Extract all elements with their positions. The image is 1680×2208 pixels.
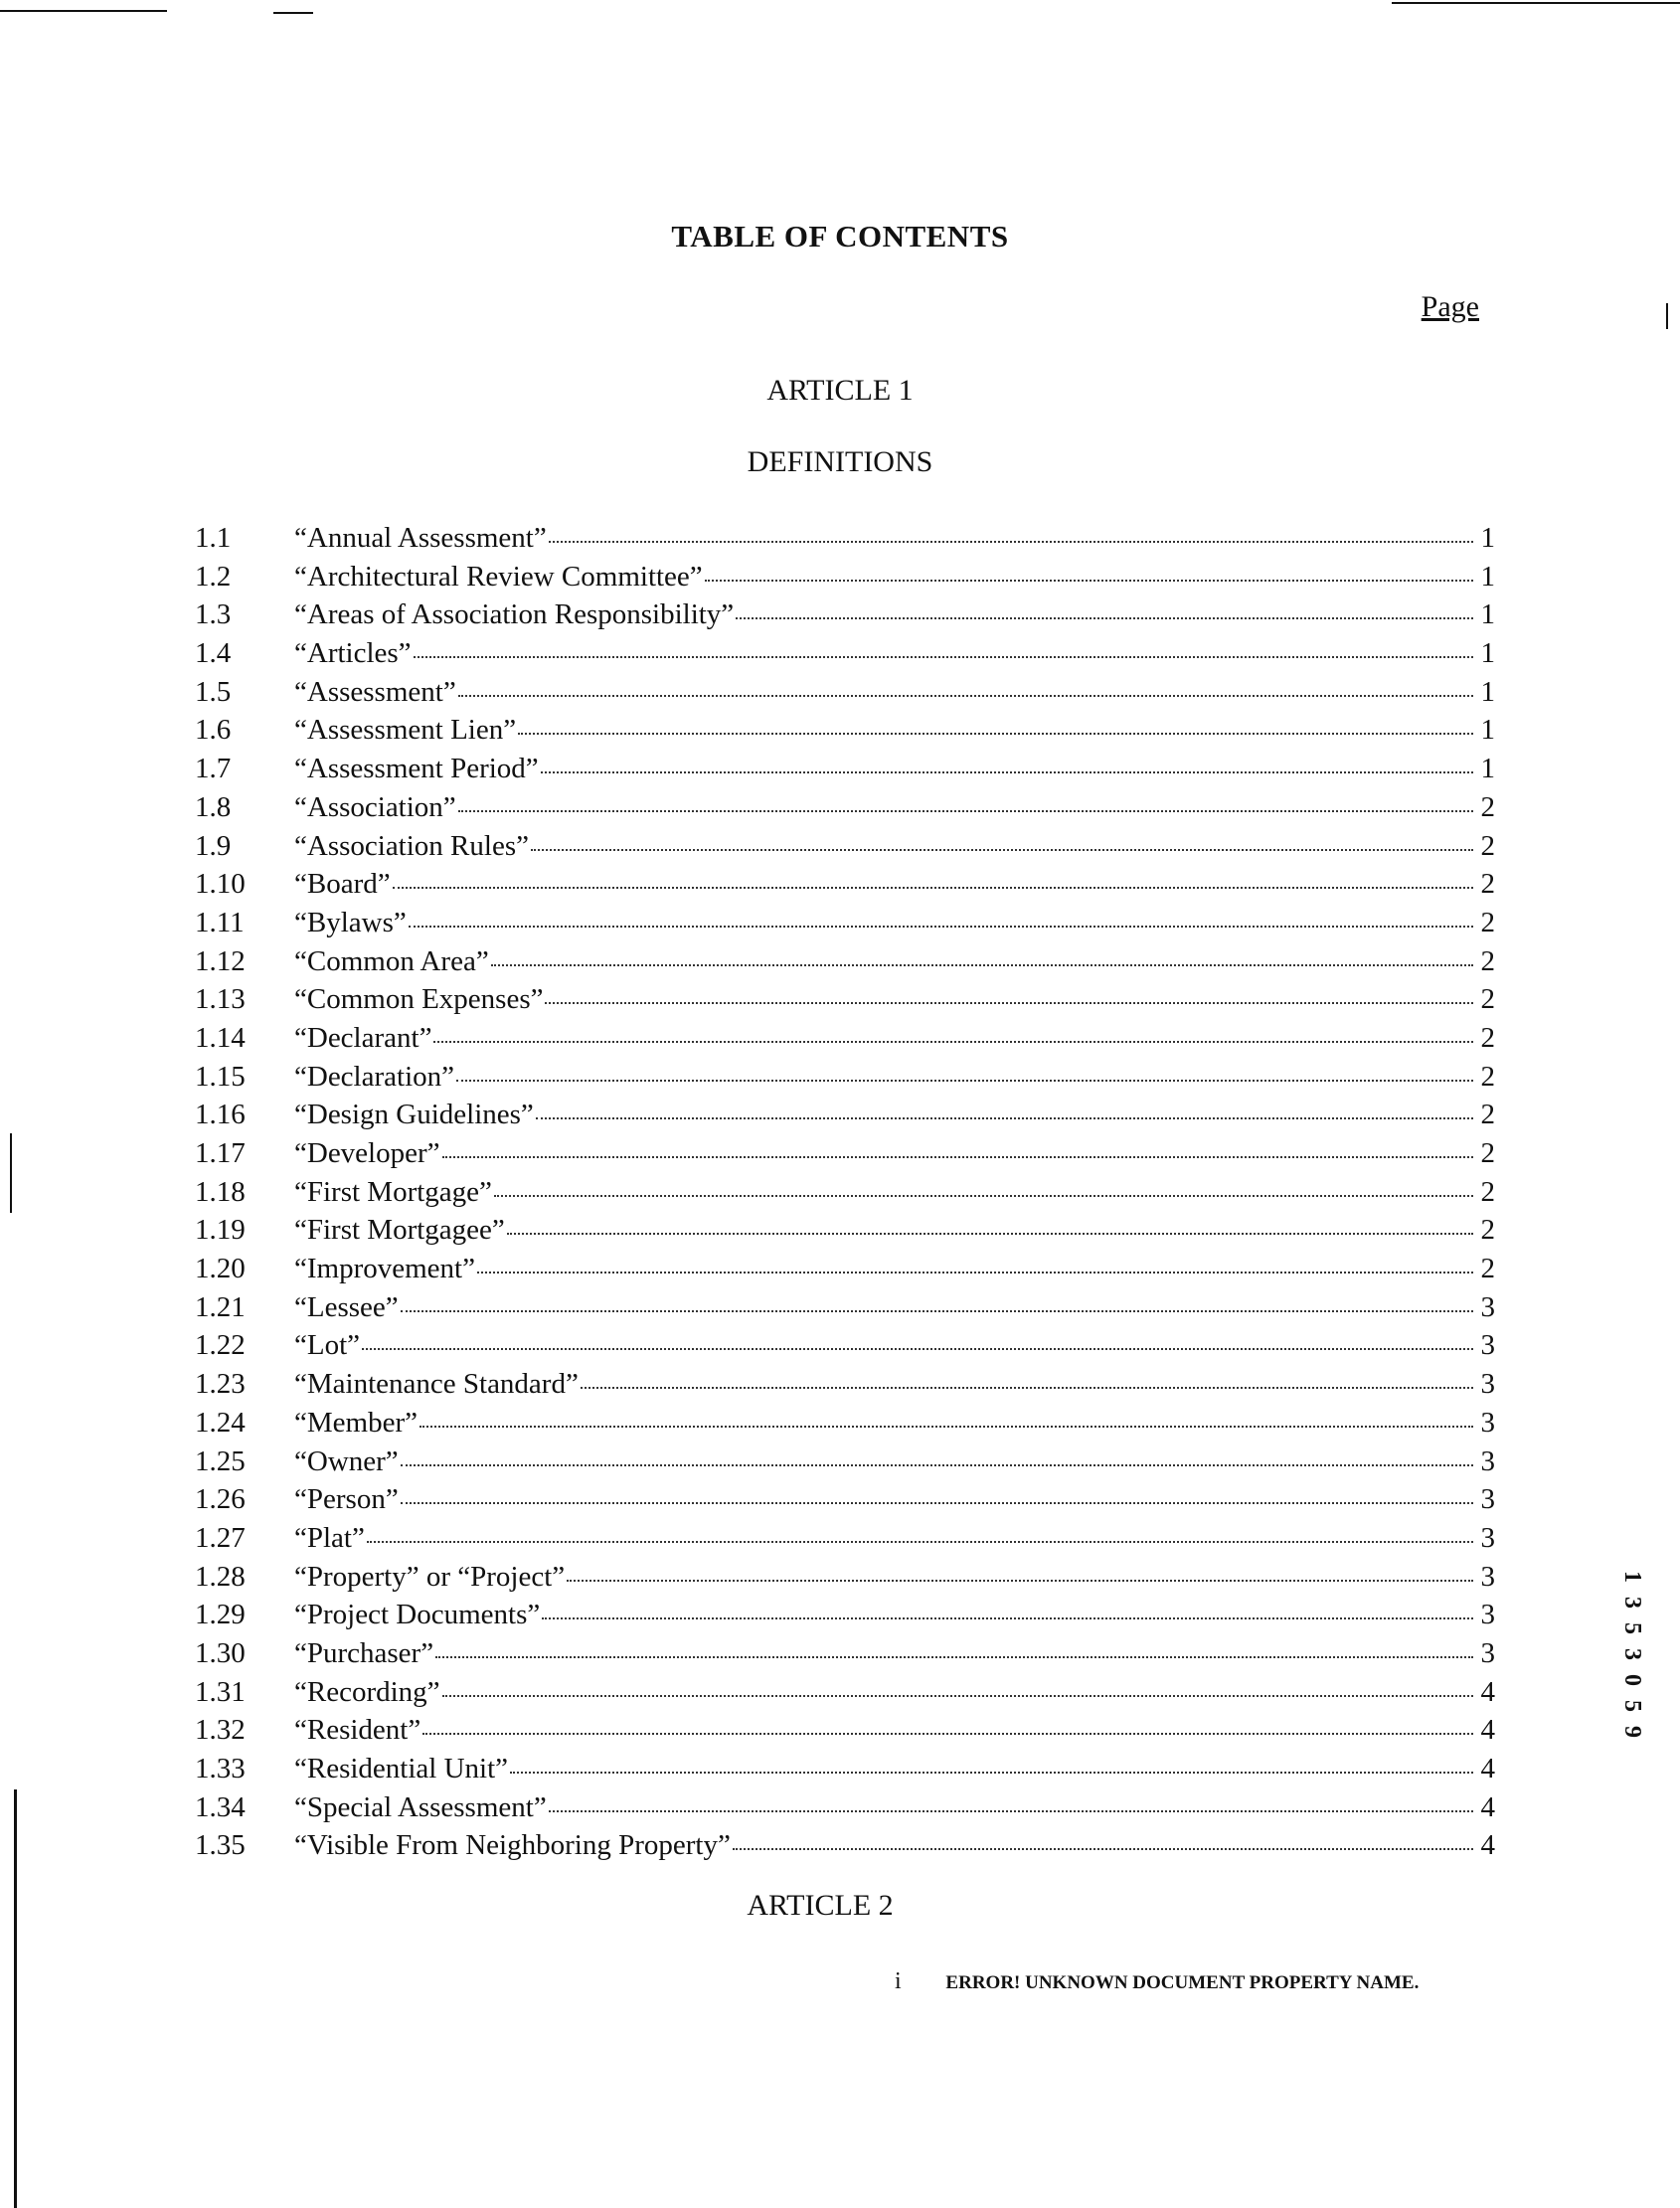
- toc-dot-leader: [507, 1232, 1473, 1235]
- toc-entry: [195, 827, 1495, 866]
- toc-dot-leader: [542, 1616, 1473, 1619]
- toc-entry-number: 1.10: [195, 868, 246, 901]
- toc-dot-leader: [549, 540, 1473, 543]
- toc-entry: [195, 1250, 1495, 1288]
- toc-entry: [195, 711, 1495, 750]
- toc-entry-page: 3: [1480, 1560, 1495, 1593]
- toc-entry-number: 1.21: [195, 1290, 246, 1323]
- toc-entry-page: 3: [1480, 1406, 1495, 1439]
- toc-dot-leader: [705, 579, 1473, 582]
- toc-entry-term: “Resident”: [294, 1714, 421, 1747]
- toc-entry: [195, 1673, 1495, 1712]
- toc-entry-term: “Board”: [294, 868, 391, 901]
- toc-entry-number: 1.13: [195, 983, 246, 1016]
- toc-entry-number: 1.17: [195, 1137, 246, 1169]
- toc-entry-number: 1.6: [195, 714, 232, 747]
- toc-dot-leader: [409, 925, 1473, 928]
- toc-dot-leader: [393, 886, 1473, 889]
- toc-entry-page: 4: [1480, 1753, 1495, 1784]
- toc-entry: [195, 1443, 1495, 1481]
- toc-entry-number: 1.35: [195, 1829, 246, 1862]
- toc-dot-leader: [414, 655, 1473, 658]
- article-1-subheading: DEFINITIONS: [747, 445, 933, 478]
- toc-entry-page: 3: [1480, 1521, 1495, 1554]
- toc-entry-page: 3: [1480, 1483, 1495, 1516]
- toc-entry-term: “Architectural Review Committee”: [294, 560, 703, 593]
- toc-entry-term: “Developer”: [294, 1137, 440, 1169]
- toc-entry-term: “Common Area”: [294, 944, 489, 977]
- toc-entry-term: “First Mortgage”: [294, 1175, 492, 1208]
- toc-dot-leader: [362, 1347, 1473, 1350]
- toc-dot-leader: [736, 616, 1473, 619]
- toc-entry-page: 3: [1480, 1599, 1495, 1631]
- toc-dot-leader: [581, 1386, 1473, 1389]
- toc-entry-page: 2: [1480, 906, 1495, 938]
- toc-entry: [195, 1750, 1495, 1788]
- toc-entry-page: 3: [1480, 1329, 1495, 1362]
- toc-entry-page: 1: [1480, 560, 1495, 593]
- toc-dot-leader: [401, 1463, 1473, 1466]
- toc-entry-page: 1: [1480, 637, 1495, 670]
- toc-entry-term: “Association Rules”: [294, 829, 529, 862]
- toc-entry: [195, 1596, 1495, 1634]
- toc-entry-number: 1.14: [195, 1021, 246, 1054]
- toc-entry-page: 2: [1480, 1137, 1495, 1169]
- toc-entry-page: 2: [1480, 790, 1495, 823]
- toc-entry-page: 3: [1480, 1368, 1495, 1401]
- toc-entry-page: 1: [1480, 675, 1495, 708]
- toc-dot-leader: [733, 1847, 1473, 1850]
- side-document-number: 1 3 5 3 0 5 9: [1619, 1571, 1645, 1742]
- toc-entry-number: 1.30: [195, 1636, 246, 1669]
- toc-entry-page: 2: [1480, 1253, 1495, 1285]
- toc-entry: [195, 1019, 1495, 1058]
- scan-mark: [1666, 303, 1668, 329]
- toc-entry: [195, 750, 1495, 788]
- toc-entry: [195, 1404, 1495, 1443]
- toc-dot-leader: [567, 1579, 1473, 1582]
- toc-entry-term: “Design Guidelines”: [294, 1099, 534, 1131]
- article-1-heading: ARTICLE 1: [766, 374, 914, 407]
- toc-entry-number: 1.32: [195, 1714, 246, 1747]
- toc-entry-page: 4: [1480, 1714, 1495, 1747]
- toc-entry-number: 1.18: [195, 1175, 246, 1208]
- toc-entry-number: 1.8: [195, 790, 232, 823]
- page-footer: [895, 1968, 1451, 1995]
- toc-entry-number: 1.11: [195, 906, 245, 938]
- toc-entry-number: 1.4: [195, 637, 232, 670]
- toc-entry: [195, 904, 1495, 942]
- toc-entry: [195, 558, 1495, 596]
- toc-entry-page: 2: [1480, 1175, 1495, 1208]
- toc-entry-number: 1.26: [195, 1483, 246, 1516]
- toc-entry-term: “Lot”: [294, 1329, 361, 1362]
- page-title: TABLE OF CONTENTS: [671, 219, 1009, 254]
- toc-entry-number: 1.25: [195, 1444, 246, 1477]
- toc-entry-term: “Special Assessment”: [294, 1790, 547, 1823]
- toc-entry-number: 1.27: [195, 1521, 246, 1554]
- toc-entry-term: “Property” or “Project”: [294, 1560, 566, 1593]
- toc-dot-leader: [458, 694, 1473, 697]
- toc-dot-leader: [435, 1655, 1473, 1658]
- toc-entry: [195, 1288, 1495, 1327]
- toc-entry: [195, 1096, 1495, 1134]
- toc-entry-page: 4: [1480, 1829, 1495, 1862]
- toc-entry-number: 1.29: [195, 1599, 246, 1631]
- toc-entry-term: “Plat”: [294, 1521, 365, 1554]
- toc-entry-page: 2: [1480, 1021, 1495, 1054]
- scan-mark: [0, 10, 167, 12]
- toc-dot-leader: [456, 1079, 1473, 1082]
- toc-entry-page: 2: [1480, 944, 1495, 977]
- toc-entry-number: 1.19: [195, 1214, 246, 1247]
- toc-entry-term: “Project Documents”: [294, 1599, 541, 1631]
- toc-entry-page: 1: [1480, 522, 1495, 554]
- toc-entry: [195, 1788, 1495, 1827]
- toc-entry: [195, 1365, 1495, 1404]
- toc-dot-leader: [367, 1540, 1473, 1543]
- toc-entry-page: 4: [1480, 1790, 1495, 1823]
- toc-entry-page: 3: [1480, 1290, 1495, 1323]
- toc-entry-term: “Declarant”: [294, 1021, 432, 1054]
- toc-dot-leader: [541, 770, 1473, 773]
- toc-entry: [195, 634, 1495, 673]
- toc-entry-term: “Visible From Neighboring Property”: [294, 1829, 731, 1862]
- toc-entry-number: 1.22: [195, 1329, 246, 1362]
- toc-entry-term: “Owner”: [294, 1444, 399, 1477]
- toc-entry: [195, 595, 1495, 634]
- toc-entry-term: “Maintenance Standard”: [294, 1368, 579, 1401]
- toc-entry: [195, 980, 1495, 1019]
- toc-entry-term: “First Mortgagee”: [294, 1214, 505, 1247]
- toc-entry-term: “Improvement”: [294, 1253, 475, 1285]
- toc-dot-leader: [458, 809, 1473, 812]
- toc-dot-leader: [549, 1809, 1473, 1812]
- toc-entry-number: 1.9: [195, 829, 232, 862]
- toc-entry-page: 2: [1480, 1060, 1495, 1093]
- toc-dot-leader: [433, 1040, 1473, 1043]
- toc-dot-leader: [494, 1194, 1473, 1197]
- toc-entry-term: “Recording”: [294, 1675, 440, 1708]
- toc-entry-term: “Declaration”: [294, 1060, 455, 1093]
- toc-dot-leader: [477, 1271, 1473, 1274]
- toc-entry-number: 1.33: [195, 1753, 246, 1784]
- toc-entry-number: 1.34: [195, 1790, 246, 1823]
- toc-dot-leader: [536, 1116, 1473, 1119]
- toc-dot-leader: [442, 1155, 1473, 1158]
- toc-entry: [195, 865, 1495, 904]
- toc-entry: [195, 942, 1495, 981]
- toc-entry: [195, 788, 1495, 827]
- toc-dot-leader: [401, 1309, 1473, 1312]
- toc-dot-leader: [518, 732, 1473, 735]
- toc-entry: [195, 1058, 1495, 1097]
- toc-entry-number: 1.7: [195, 753, 232, 785]
- toc-entry-page: 1: [1480, 598, 1495, 631]
- toc-entry-number: 1.28: [195, 1560, 246, 1593]
- toc-entry: [195, 1711, 1495, 1750]
- toc-entry-term: “Person”: [294, 1483, 399, 1516]
- toc-entry: [195, 673, 1495, 712]
- toc-entry-number: 1.15: [195, 1060, 246, 1093]
- toc-entry: [195, 1480, 1495, 1519]
- toc-dot-leader: [420, 1425, 1473, 1428]
- article-2-heading: ARTICLE 2: [747, 1889, 894, 1922]
- page-column-label: Page: [1421, 290, 1479, 323]
- toc-entry-term: “Areas of Association Responsibility”: [294, 598, 735, 631]
- toc-entry-term: “Member”: [294, 1406, 418, 1439]
- toc-entry-term: “Assessment”: [294, 675, 456, 708]
- scan-mark: [14, 1789, 17, 2208]
- toc-entry: [195, 1634, 1495, 1673]
- toc-entry-page: 1: [1480, 714, 1495, 747]
- toc-entry-page: 1: [1480, 753, 1495, 785]
- toc-entry-page: 4: [1480, 1675, 1495, 1708]
- toc-dot-leader: [510, 1771, 1473, 1774]
- toc-dot-leader: [422, 1732, 1473, 1735]
- toc-entry-number: 1.2: [195, 560, 232, 593]
- scan-mark: [1392, 2, 1680, 4]
- toc-entry-number: 1.20: [195, 1253, 246, 1285]
- toc-entry-term: “Assessment Lien”: [294, 714, 517, 747]
- toc-entry-page: 2: [1480, 1099, 1495, 1131]
- toc-entry-page: 2: [1480, 983, 1495, 1016]
- toc-entry-number: 1.16: [195, 1099, 246, 1131]
- toc-entry-page: 2: [1480, 829, 1495, 862]
- scan-mark: [10, 1133, 12, 1213]
- toc-entry-term: “Annual Assessment”: [294, 522, 547, 554]
- toc-entry-number: 1.23: [195, 1368, 246, 1401]
- toc-entry-number: 1.1: [195, 522, 232, 554]
- toc-entry-term: “Articles”: [294, 637, 412, 670]
- toc-entry: [195, 1173, 1495, 1212]
- toc-entry: [195, 1519, 1495, 1558]
- toc-dot-leader: [442, 1694, 1473, 1697]
- toc-entry: [195, 1326, 1495, 1365]
- footer-page-number: i: [895, 1968, 902, 1994]
- toc-dot-leader: [491, 963, 1473, 966]
- toc-list: [195, 519, 1495, 1865]
- toc-entry: [195, 1134, 1495, 1173]
- toc-entry-number: 1.31: [195, 1675, 246, 1708]
- toc-entry-number: 1.5: [195, 675, 232, 708]
- toc-entry-term: “Purchaser”: [294, 1636, 434, 1669]
- toc-entry: [195, 519, 1495, 558]
- toc-entry-number: 1.3: [195, 598, 232, 631]
- toc-entry-page: 2: [1480, 1214, 1495, 1247]
- toc-entry-page: 3: [1480, 1444, 1495, 1477]
- footer-text: ERROR! UNKNOWN DOCUMENT PROPERTY NAME.: [945, 1972, 1420, 1993]
- toc-entry-number: 1.12: [195, 944, 246, 977]
- toc-entry-term: “Lessee”: [294, 1290, 399, 1323]
- toc-dot-leader: [401, 1501, 1473, 1504]
- toc-dot-leader: [531, 848, 1473, 851]
- toc-entry-number: 1.24: [195, 1406, 246, 1439]
- toc-entry-term: “Assessment Period”: [294, 753, 539, 785]
- toc-entry-term: “Association”: [294, 790, 456, 823]
- toc-entry-term: “Common Expenses”: [294, 983, 544, 1016]
- toc-entry-term: “Bylaws”: [294, 906, 407, 938]
- toc-dot-leader: [545, 1001, 1473, 1004]
- scan-mark: [273, 12, 313, 14]
- toc-entry: [195, 1211, 1495, 1250]
- toc-entry-page: 3: [1480, 1636, 1495, 1669]
- toc-entry-page: 2: [1480, 868, 1495, 901]
- toc-entry-term: “Residential Unit”: [294, 1753, 509, 1784]
- toc-entry: [195, 1826, 1495, 1865]
- toc-entry: [195, 1558, 1495, 1597]
